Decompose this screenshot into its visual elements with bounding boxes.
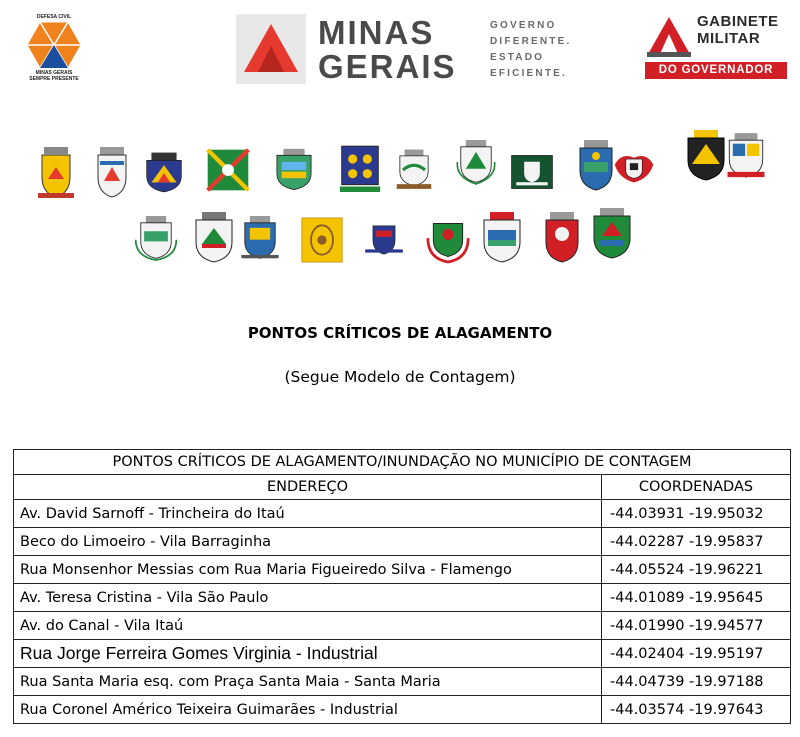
- gerais-word: GERAIS: [318, 48, 457, 85]
- gabinete-line-1: GABINETE: [697, 13, 779, 30]
- minas-gerais-logo: [236, 14, 584, 86]
- municipal-crest-12-icon: [684, 128, 728, 184]
- gabinete-triangle-icon: [645, 14, 693, 60]
- municipal-crest-4-icon: [206, 142, 250, 198]
- document-subtitle: (Segue Modelo de Contagem): [284, 368, 516, 386]
- address-cell: Av. David Sarnoff - Trincheira do Itaú: [14, 500, 602, 528]
- address-cell: Rua Jorge Ferreira Gomes Virginia - Industrial: [14, 640, 602, 668]
- table-caption: PONTOS CRÍTICOS DE ALAGAMENTO/INUNDAÇÃO NO MUNICÍPIO DE CONTAGEM: [14, 450, 791, 475]
- municipal-crest-6-icon: [338, 142, 382, 198]
- table-row: [14, 500, 791, 528]
- flood-points-table: [13, 449, 791, 724]
- document-title: PONTOS CRÍTICOS DE ALAGAMENTO: [247, 324, 553, 342]
- municipal-crest-3-icon: [142, 145, 186, 201]
- table-row: [14, 640, 791, 668]
- coordinates-cell: -44.04739 -19.97188: [602, 668, 791, 696]
- municipal-crest-15-icon: [192, 210, 236, 266]
- address-cell: Rua Monsenhor Messias com Rua Maria Figueiredo Silva - Flamengo: [14, 556, 602, 584]
- defesa-civil-logo: [22, 14, 86, 86]
- defesa-civil-hexagon-icon: [26, 20, 82, 70]
- address-cell: Av. Teresa Cristina - Vila São Paulo: [14, 584, 602, 612]
- coordinates-cell: -44.01089 -19.95645: [602, 584, 791, 612]
- table-row: [14, 556, 791, 584]
- slogan-line-2: DIFERENTE.: [490, 36, 572, 47]
- column-header-address: ENDEREÇO: [14, 475, 602, 500]
- municipal-crest-18-icon: [362, 212, 406, 268]
- municipal-crest-11-icon: [612, 140, 656, 196]
- table-row: [14, 584, 791, 612]
- table-row: [14, 696, 791, 724]
- coordinates-cell: -44.02404 -19.95197: [602, 640, 791, 668]
- table-row: [14, 528, 791, 556]
- municipal-crest-9-icon: [510, 144, 554, 200]
- municipal-crest-20-icon: [480, 210, 524, 266]
- table-row: [14, 668, 791, 696]
- gabinete-line-2: MILITAR: [697, 30, 761, 47]
- municipal-crest-13-icon: [724, 128, 768, 184]
- defesa-civil-top-text: DEFESA CIVIL: [36, 14, 72, 20]
- municipal-crest-21-icon: [540, 210, 584, 266]
- slogan-line-3: ESTADO: [490, 52, 545, 63]
- address-cell: Beco do Limoeiro - Vila Barraginha: [14, 528, 602, 556]
- coordinates-cell: -44.03574 -19.97643: [602, 696, 791, 724]
- table-caption-row: [14, 450, 791, 475]
- municipal-crest-14-icon: [134, 210, 178, 266]
- slogan-line-4: EFICIENTE.: [490, 68, 568, 79]
- municipal-crest-17-icon: [300, 212, 344, 268]
- minas-word: MINAS: [318, 14, 435, 51]
- column-header-coordinates: COORDENADAS: [602, 475, 791, 500]
- gabinete-militar-logo: [645, 13, 787, 76]
- municipal-crest-8-icon: [454, 134, 498, 190]
- minas-triangle-icon: [236, 14, 306, 84]
- municipal-crest-5-icon: [272, 142, 316, 198]
- defesa-civil-bottom-text-1: MINAS GERAIS: [35, 70, 73, 76]
- gabinete-line-3: DO GOVERNADOR: [645, 62, 787, 79]
- coordinates-cell: -44.01990 -19.94577: [602, 612, 791, 640]
- municipal-crest-2-icon: [90, 145, 134, 201]
- municipal-crest-19-icon: [426, 212, 470, 268]
- coordinates-cell: -44.02287 -19.95837: [602, 528, 791, 556]
- municipal-crest-16-icon: [238, 210, 282, 266]
- table-header-row: [14, 475, 791, 500]
- address-cell: Av. do Canal - Vila Itaú: [14, 612, 602, 640]
- municipal-crest-1-icon: [34, 145, 78, 201]
- defesa-civil-bottom-text-2: SEMPRE PRESENTE: [29, 76, 79, 82]
- address-cell: Rua Coronel Américo Teixeira Guimarães - Industrial: [14, 696, 602, 724]
- coordinates-cell: -44.03931 -19.95032: [602, 500, 791, 528]
- municipal-crest-7-icon: [392, 142, 436, 198]
- slogan-line-1: GOVERNO: [490, 20, 557, 31]
- municipal-crest-22-icon: [590, 206, 634, 262]
- coordinates-cell: -44.05524 -19.96221: [602, 556, 791, 584]
- address-cell: Rua Santa Maria esq. com Praça Santa Maia - Santa Maria: [14, 668, 602, 696]
- table-row: [14, 612, 791, 640]
